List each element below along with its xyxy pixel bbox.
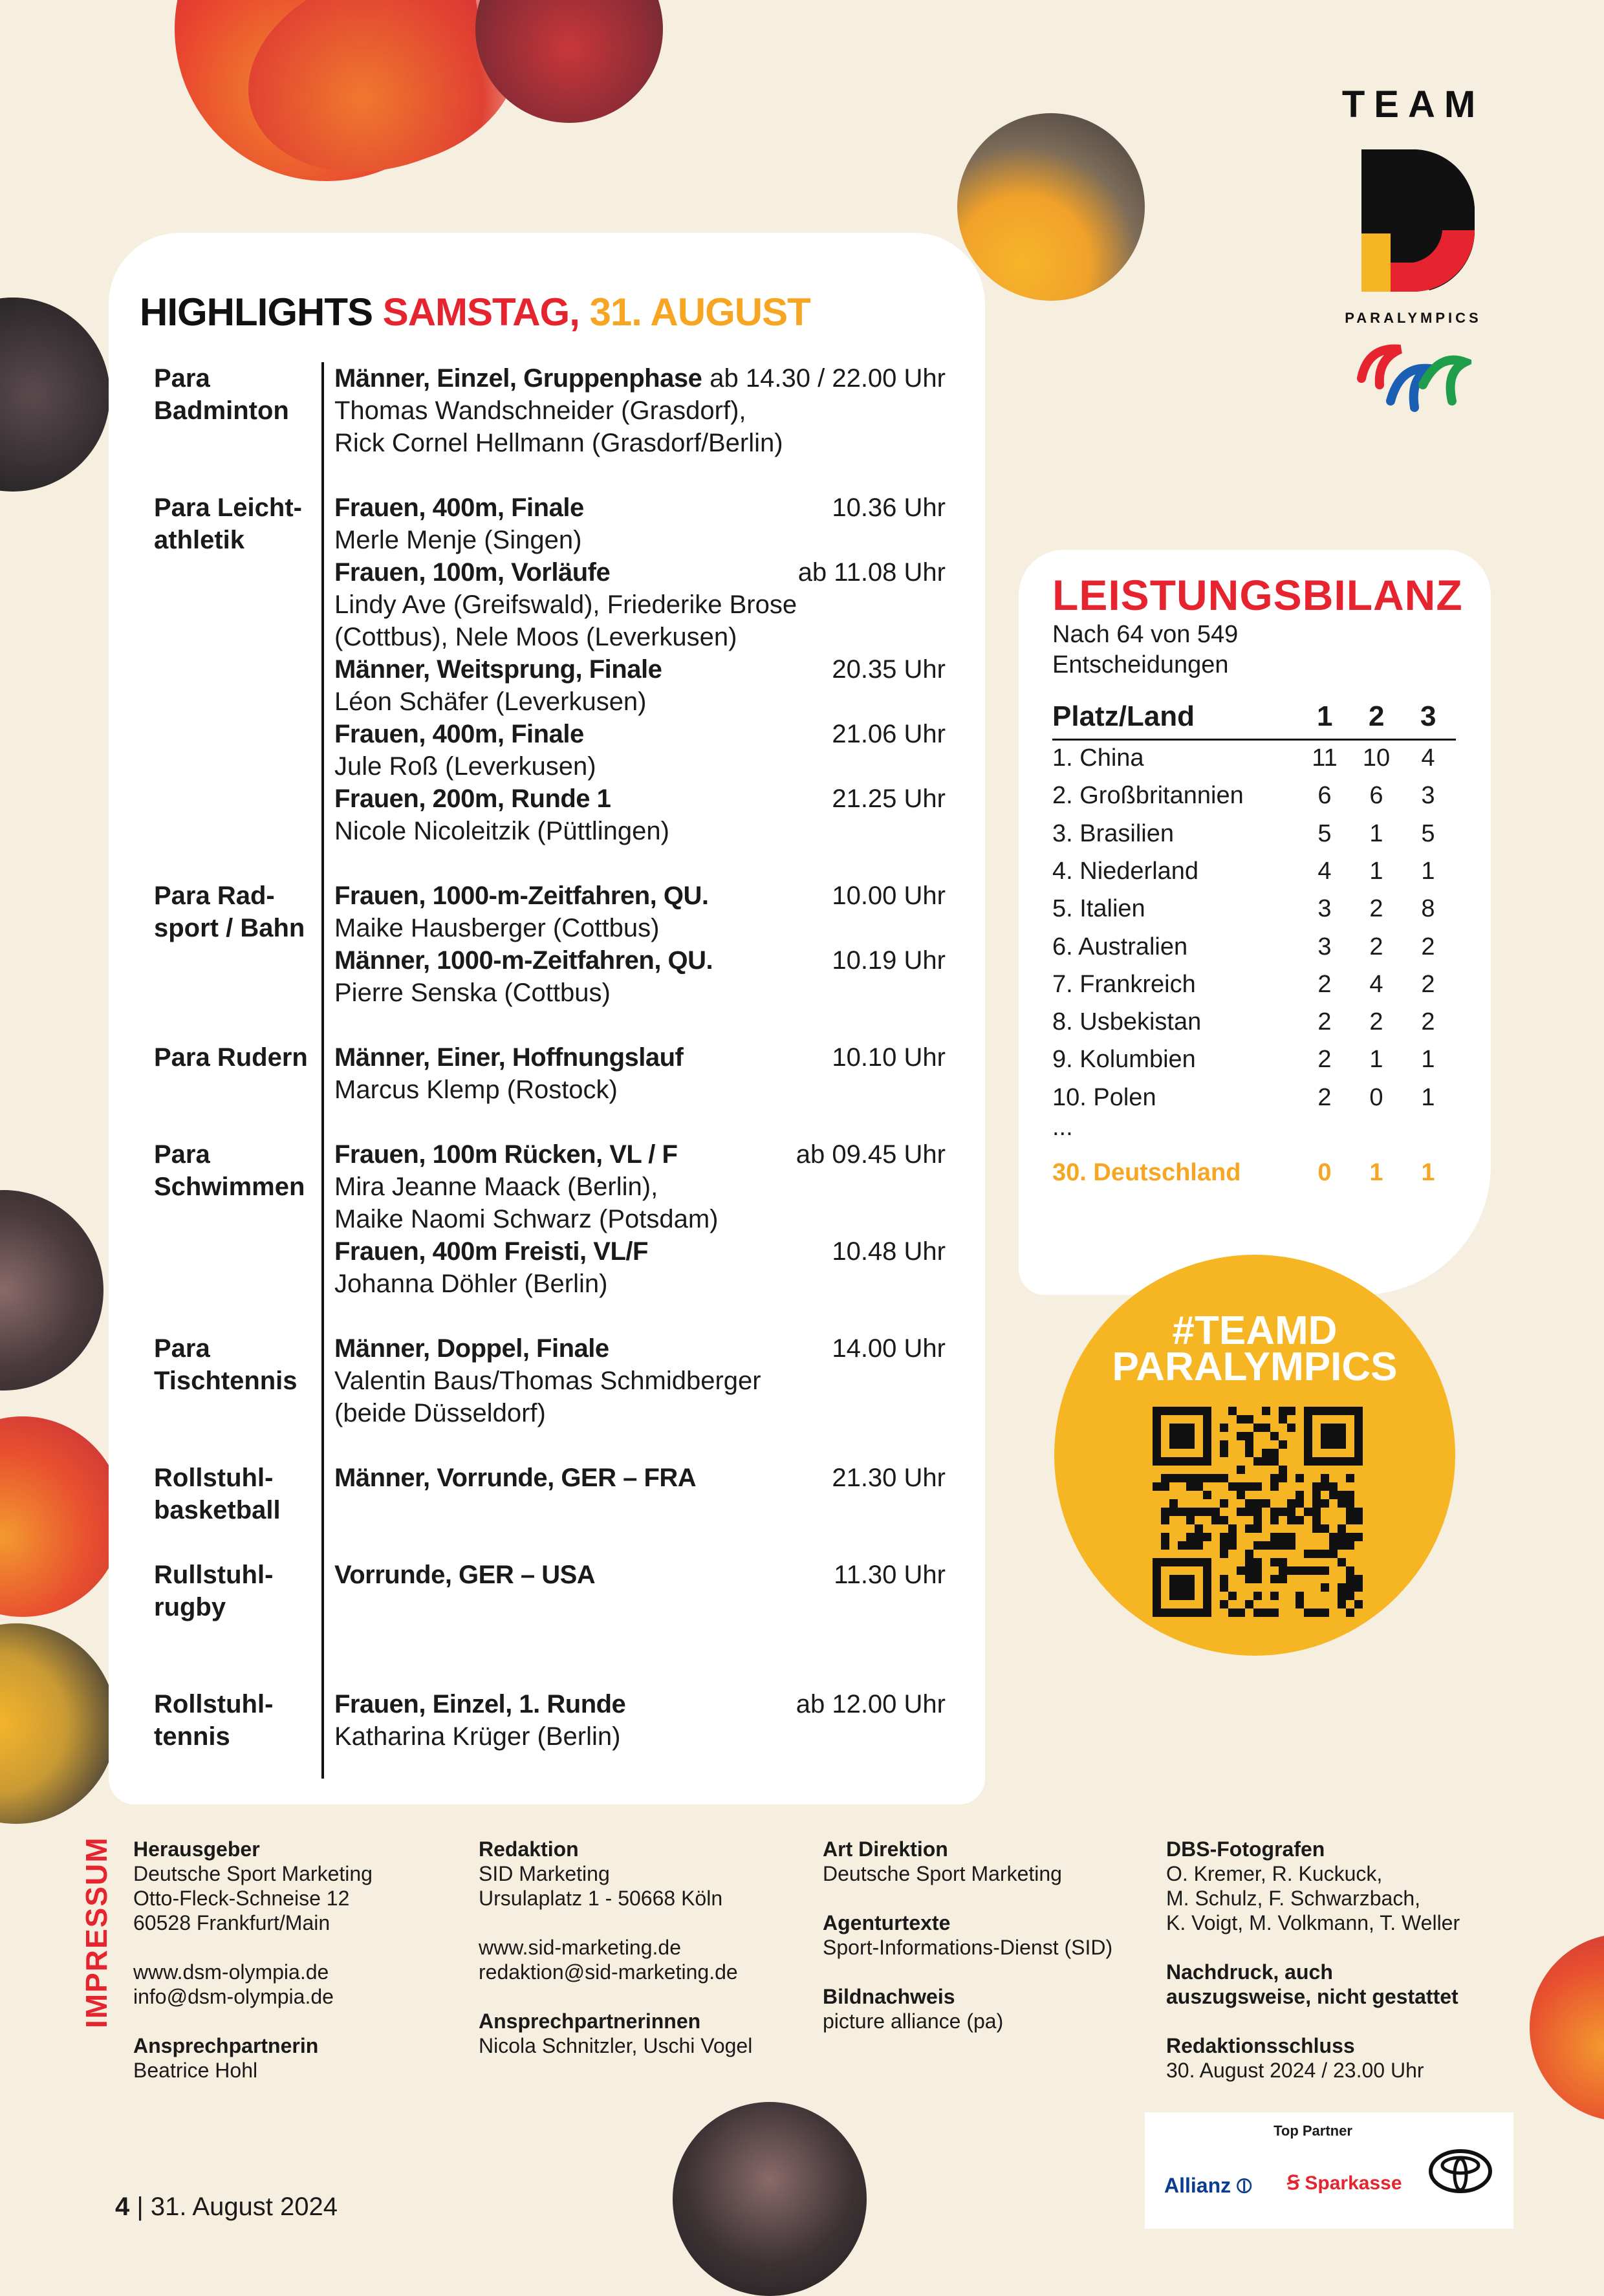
partner-box: [1145, 2112, 1513, 2229]
medal-row-g: 3: [1317, 933, 1332, 960]
event-title: Männer, 1000-m-Zeitfahren, QU.: [334, 946, 713, 975]
hashtag-line: PARALYMPICS: [1112, 1345, 1398, 1389]
impressum-heading-text: Ansprechpartnerinnen: [479, 2009, 701, 2033]
footer-date: 31. August 2024: [150, 2193, 338, 2221]
medal-row-country: 6. Australien: [1052, 933, 1188, 960]
event-athletes: Jule Roß (Leverkusen): [334, 752, 596, 781]
medal-row-g: 4: [1317, 857, 1332, 885]
medal-table-header-silver: 2: [1369, 700, 1385, 732]
impressum-heading: [823, 1911, 1112, 1935]
sport-label-line: Para Rudern: [154, 1043, 308, 1072]
sport-label-line: athletik: [154, 526, 245, 554]
impressum-line: info@dsm-olympia.de: [133, 1985, 334, 2008]
medal-row-g: 3: [1317, 895, 1332, 923]
event-title: Frauen, 400m, Finale: [334, 720, 584, 748]
sport-label: [154, 1688, 316, 1753]
impressum-column-editorial: [479, 1837, 752, 2058]
hashtag-line: #TEAMD: [1172, 1308, 1338, 1353]
impressum-heading: [133, 2033, 373, 2058]
hashtag-text: [1054, 1308, 1455, 1389]
decor-blob-gold: [957, 113, 1145, 301]
event-time: 20.35 Uhr: [832, 655, 946, 684]
medal-row-s: 1: [1369, 819, 1383, 847]
sport-label: [154, 1332, 316, 1397]
medal-row-country: 3. Brasilien: [1052, 819, 1174, 847]
event-athletes: Johanna Döhler (Berlin): [334, 1270, 608, 1298]
impressum-line: 30. August 2024 / 23.00 Uhr: [1166, 2059, 1424, 2082]
medal-row-s: 1: [1369, 857, 1383, 885]
medal-row-b: 2: [1421, 970, 1435, 998]
sport-label: [154, 1138, 316, 1203]
impressum-heading: [479, 1837, 752, 1861]
sport-label-line: Para Leicht-: [154, 493, 302, 522]
event-title: Männer, Einzel, Gruppenphase: [334, 364, 702, 393]
impressum-heading: [1166, 1984, 1460, 2009]
sport-label-line: Para: [154, 1140, 210, 1169]
event-time: ab 14.30 / 22.00 Uhr: [710, 364, 946, 393]
medal-row-g: 2: [1317, 970, 1332, 998]
impressum-spacer: [1166, 1935, 1460, 1960]
medal-row-g: 2: [1317, 1083, 1332, 1111]
medal-row-country: 9. Kolumbien: [1052, 1046, 1196, 1074]
sport-label-line: tennis: [154, 1722, 230, 1751]
medal-row-country: 1. China: [1052, 744, 1144, 772]
sport-label: [154, 1041, 316, 1074]
event-time: 21.06 Uhr: [832, 720, 946, 748]
medal-row-g: 2: [1317, 1046, 1332, 1074]
event-title: Frauen, 400m, Finale: [334, 493, 584, 522]
event-athletes: Merle Menje (Singen): [334, 526, 582, 554]
event-title: Männer, Einer, Hoffnungslauf: [334, 1043, 684, 1072]
decor-blob-red: [475, 0, 663, 123]
medal-row-country: 8. Usbekistan: [1052, 1008, 1202, 1036]
event-athletes: Léon Schäfer (Leverkusen): [334, 688, 647, 716]
event-time: 21.30 Uhr: [832, 1464, 946, 1492]
sport-label-line: Para: [154, 1334, 210, 1363]
medal-row-b: 1: [1421, 1083, 1435, 1111]
impressum-line: Beatrice Hohl: [133, 2059, 258, 2082]
event-time: 10.00 Uhr: [832, 882, 946, 910]
sport-label-line: Tischtennis: [154, 1367, 298, 1395]
sport-label-line: Para: [154, 364, 210, 393]
decor-blob-dark: [0, 298, 110, 492]
event-time: 14.00 Uhr: [832, 1334, 946, 1363]
medal-row-country: 4. Niederland: [1052, 857, 1199, 885]
medal-row-germany-b: 1: [1421, 1159, 1435, 1186]
logo-team-text: TEAM: [1341, 83, 1485, 125]
page-title: [140, 290, 810, 334]
medal-table-header-country: Platz/Land: [1052, 700, 1195, 732]
event-athletes: Mira Jeanne Maack (Berlin),: [334, 1173, 658, 1201]
impressum-heading-text: DBS-Fotografen: [1166, 1837, 1325, 1861]
impressum-line: M. Schulz, F. Schwarzbach,: [1166, 1887, 1421, 1910]
sport-label: [154, 880, 316, 944]
partner-title: Top Partner: [1273, 2123, 1352, 2139]
medal-row-country: 5. Italien: [1052, 895, 1145, 923]
impressum-heading: [823, 1837, 1112, 1861]
medal-row-b: 2: [1421, 1008, 1435, 1036]
impressum-spacer: [133, 1935, 373, 1960]
event-athletes: Pierre Senska (Cottbus): [334, 979, 611, 1007]
medal-row-b: 3: [1421, 782, 1435, 810]
decor-blob-orange: [1530, 1934, 1604, 2121]
impressum-heading: [1166, 2033, 1460, 2058]
sport-label-line: Rollstuhl-: [154, 1464, 274, 1492]
event-title: Frauen, 200m, Runde 1: [334, 785, 611, 813]
impressum-heading-text: Herausgeber: [133, 1837, 260, 1861]
medal-row-b: 5: [1421, 819, 1435, 847]
medal-row-g: 2: [1317, 1008, 1332, 1036]
sport-label-line: sport / Bahn: [154, 914, 305, 942]
impressum-line: K. Voigt, M. Volkmann, T. Weller: [1166, 1911, 1460, 1934]
medal-table-header-rule: [1052, 739, 1456, 741]
sparkasse-icon: Ꞩ: [1287, 2172, 1300, 2194]
impressum-line: Deutsche Sport Marketing: [133, 1862, 373, 1885]
medal-row-s: 6: [1369, 782, 1383, 810]
sport-label-line: rugby: [154, 1593, 226, 1621]
event-athletes: Katharina Krüger (Berlin): [334, 1722, 621, 1751]
event-title: Frauen, Einzel, 1. Runde: [334, 1690, 626, 1718]
decor-blob-gold: [0, 1623, 116, 1824]
toyota-logo-icon: [1428, 2149, 1493, 2194]
allianz-icon: ⦶: [1237, 2174, 1252, 2197]
event-athletes: Maike Hausberger (Cottbus): [334, 914, 660, 942]
medal-row-g: 11: [1312, 744, 1338, 772]
event-time: 11.30 Uhr: [834, 1561, 946, 1589]
impressum-heading: [1166, 1960, 1460, 1984]
sport-label-line: Schwimmen: [154, 1173, 305, 1201]
medal-row-s: 4: [1369, 970, 1383, 998]
event-time: 10.48 Uhr: [832, 1237, 946, 1266]
event-time: ab 09.45 Uhr: [796, 1140, 946, 1169]
event-time: 10.36 Uhr: [832, 493, 946, 522]
event-athletes: (Cottbus), Nele Moos (Leverkusen): [334, 623, 737, 651]
impressum-heading-text: Nachdruck, auch: [1166, 1960, 1333, 1984]
medal-row-b: 8: [1421, 895, 1435, 923]
decor-blob-orange: [0, 1416, 123, 1617]
sport-label: [154, 1559, 316, 1623]
medal-row-germany-g: 0: [1317, 1159, 1332, 1186]
medal-table-subtitle-line: Entscheidungen: [1052, 651, 1229, 678]
sport-label-line: Rullstuhl-: [154, 1561, 274, 1589]
impressum-spacer: [823, 1886, 1112, 1911]
impressum-line: www.dsm-olympia.de: [133, 1960, 329, 1984]
impressum-spacer: [479, 1911, 752, 1935]
medal-row-germany-country: 30. Deutschland: [1052, 1159, 1241, 1186]
impressum-heading: [1166, 1837, 1460, 1861]
logo-paralympics-text: PARALYMPICS: [1345, 310, 1482, 326]
title-weekday: SAMSTAG,: [382, 290, 580, 334]
medal-row-s: 0: [1369, 1083, 1383, 1111]
medal-row-g: 5: [1317, 819, 1332, 847]
impressum-column-photographers: [1166, 1837, 1460, 2083]
impressum-line: redaktion@sid-marketing.de: [479, 1960, 738, 1984]
sport-label: [154, 492, 316, 556]
schedule-divider: [321, 362, 324, 1779]
impressum-heading-text: auszugsweise, nicht gestattet: [1166, 1985, 1458, 2008]
event-athletes: (beide Düsseldorf): [334, 1399, 546, 1427]
page-footer: 4 | 31. August 2024: [115, 2193, 338, 2221]
impressum-spacer: [479, 1984, 752, 2009]
sparkasse-name: Sparkasse: [1305, 2172, 1402, 2194]
event-time: 21.25 Uhr: [832, 785, 946, 813]
impressum-heading-text: Redaktion: [479, 1837, 579, 1861]
impressum-heading: [133, 1837, 373, 1861]
medal-row-g: 6: [1317, 782, 1332, 810]
sport-label: [154, 1462, 316, 1526]
event-title: Frauen, 100m, Vorläufe: [334, 558, 611, 587]
medal-row-b: 4: [1421, 744, 1435, 772]
impressum-line: O. Kremer, R. Kuckuck,: [1166, 1862, 1383, 1885]
event-athletes: Thomas Wandschneider (Grasdorf),: [334, 396, 746, 425]
impressum-heading-text: Redaktionsschluss: [1166, 2034, 1355, 2057]
event-athletes: Rick Cornel Hellmann (Grasdorf/Berlin): [334, 429, 783, 457]
title-highlights: HIGHLIGHTS: [140, 290, 373, 334]
medal-table-header-gold: 1: [1317, 700, 1333, 732]
impressum-heading: [479, 2009, 752, 2033]
event-athletes: Valentin Baus/Thomas Schmidberger: [334, 1367, 761, 1395]
event-athletes: Nicole Nicoleitzik (Püttlingen): [334, 817, 669, 845]
medal-table-subtitle: [1052, 620, 1238, 680]
impressum-column-publisher: [133, 1837, 373, 2083]
impressum-line: Sport-Informations-Dienst (SID): [823, 1936, 1113, 1959]
medal-row-s: 1: [1369, 1046, 1383, 1074]
impressum-heading-text: Agenturtexte: [823, 1911, 951, 1934]
title-date: 31. AUGUST: [589, 290, 810, 334]
medal-row-s: 2: [1369, 933, 1383, 960]
agitos-icon: [1355, 340, 1471, 424]
medal-table-subtitle-line: Nach 64 von 549: [1052, 621, 1239, 648]
medal-row-s: 10: [1362, 744, 1391, 772]
sport-label-line: Rollstuhl-: [154, 1690, 274, 1718]
impressum-line: Ursulaplatz 1 - 50668 Köln: [479, 1887, 723, 1910]
impressum-line: picture alliance (pa): [823, 2009, 1004, 2033]
impressum-label: [72, 1836, 113, 2028]
event-time: ab 11.08 Uhr: [797, 558, 946, 587]
medal-table-ellipsis: ...: [1052, 1114, 1073, 1141]
impressum-line: 60528 Frankfurt/Main: [133, 1911, 331, 1934]
event-time: ab 12.00 Uhr: [796, 1690, 946, 1718]
event-title: Männer, Vorrunde, GER – FRA: [334, 1464, 697, 1492]
event-athletes: Marcus Klemp (Rostock): [334, 1076, 618, 1104]
impressum-column-art: [823, 1837, 1112, 2033]
impressum-line: Deutsche Sport Marketing: [823, 1862, 1062, 1885]
decor-blob-dark: [0, 1190, 103, 1391]
decor-blob-dark: [673, 2102, 867, 2296]
impressum-spacer: [133, 2009, 373, 2033]
event-athletes: Lindy Ave (Greifswald), Friederike Brose: [334, 590, 797, 619]
allianz-logo: [1164, 2174, 1252, 2198]
medal-row-s: 2: [1369, 1008, 1383, 1036]
event-title: Männer, Doppel, Finale: [334, 1334, 609, 1363]
impressum-spacer: [823, 1960, 1112, 1984]
sport-label-line: Para Rad-: [154, 882, 275, 910]
event-title: Vorrunde, GER – USA: [334, 1561, 596, 1589]
allianz-name: Allianz: [1164, 2174, 1231, 2197]
impressum-line: Nicola Schnitzler, Uschi Vogel: [479, 2034, 753, 2057]
logo-d-mark: [1352, 149, 1475, 292]
impressum-heading-text: Art Direktion: [823, 1837, 948, 1861]
impressum-heading-text: Bildnachweis: [823, 1985, 955, 2008]
medal-row-b: 1: [1421, 857, 1435, 885]
impressum-heading: [823, 1984, 1112, 2009]
sport-label-line: basketball: [154, 1496, 281, 1524]
page-number: 4: [115, 2193, 130, 2221]
sport-label-line: Badminton: [154, 396, 289, 425]
qr-code-icon[interactable]: [1153, 1407, 1363, 1617]
impressum-line: www.sid-marketing.de: [479, 1936, 681, 1959]
sparkasse-logo: [1287, 2172, 1402, 2194]
medal-row-germany-s: 1: [1369, 1159, 1383, 1186]
event-title: Männer, Weitsprung, Finale: [334, 655, 662, 684]
impressum-line: SID Marketing: [479, 1862, 610, 1885]
impressum-spacer: [1166, 2009, 1460, 2033]
event-time: 10.10 Uhr: [832, 1043, 946, 1072]
event-title: Frauen, 100m Rücken, VL / F: [334, 1140, 678, 1169]
medal-row-b: 2: [1421, 933, 1435, 960]
impressum-label-text: IMPRESSUM: [80, 1836, 113, 2028]
medal-row-country: 7. Frankreich: [1052, 970, 1196, 998]
impressum-line: Otto-Fleck-Schneise 12: [133, 1887, 350, 1910]
event-athletes: Maike Naomi Schwarz (Potsdam): [334, 1205, 719, 1233]
medal-table-header-bronze: 3: [1420, 700, 1436, 732]
event-title: Frauen, 1000-m-Zeitfahren, QU.: [334, 882, 709, 910]
impressum-heading-text: Ansprechpartnerin: [133, 2034, 319, 2057]
event-time: 10.19 Uhr: [832, 946, 946, 975]
team-d-logo: [1332, 83, 1494, 427]
medal-row-b: 1: [1421, 1046, 1435, 1074]
sport-label: [154, 362, 316, 427]
medal-row-country: 2. Großbritannien: [1052, 782, 1244, 810]
medal-table-title: LEISTUNGSBILANZ: [1052, 571, 1463, 619]
medal-row-country: 10. Polen: [1052, 1083, 1156, 1111]
medal-row-s: 2: [1369, 895, 1383, 923]
event-title: Frauen, 400m Freisti, VL/F: [334, 1237, 648, 1266]
